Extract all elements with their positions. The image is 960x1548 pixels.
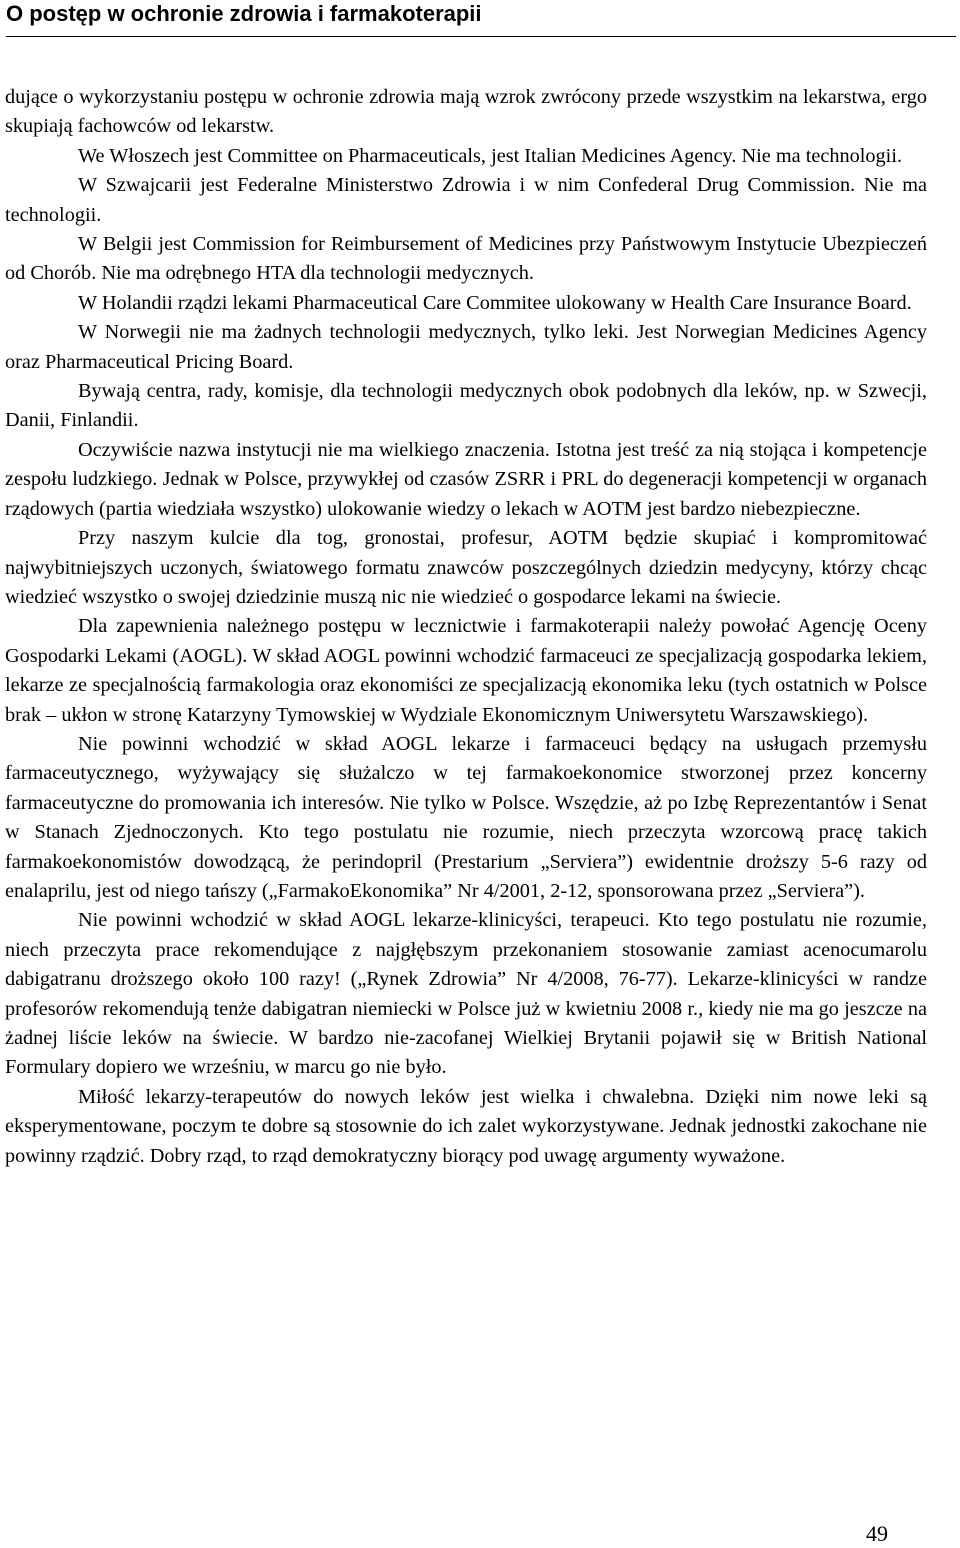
- paragraph: W Belgii jest Commission for Reimbursement of Medicines przy Państwowym Instytucie Ubezpieczeń od Chorób. Nie ma odrębnego HTA dla technologii medycznych.: [5, 233, 927, 285]
- paragraph: Nie powinni wchodzić w skład AOGL lekarze-klinicyści, terapeuci. Kto tego postulatu nie rozumie, niech przeczyta prace rekomendujące z najgłębszym przekonaniem stosowanie zamiast acenocumarolu dabigatranu droższego około 100 razy! („Rynek Zdrowia” Nr 4/2008, 76-77). Lekarze-klinicyści w randze profesorów rekomendują tenże dabigatran niemiecki w Polsce już w kwietniu 2008 r., kiedy nie ma go jeszcze na żadnej liście leków na świecie. W bardzo nie-zacofanej Wielkiej Brytanii pojawił się w British National Formulary dopiero we wrześniu, w marcu go nie było.: [5, 909, 927, 1079]
- paragraph: W Szwajcarii jest Federalne Ministerstwo Zdrowia i w nim Confederal Drug Commission. Nie ma technologii.: [5, 174, 927, 226]
- paragraph: We Włoszech jest Committee on Pharmaceuticals, jest Italian Medicines Agency. Nie ma technologii.: [78, 144, 903, 167]
- paragraph: W Holandii rządzi lekami Pharmaceutical Care Commitee ulokowany w Health Care Insurance Board.: [78, 291, 912, 314]
- paragraph: W Norwegii nie ma żadnych technologii medycznych, tylko leki. Jest Norwegian Medicines Agency oraz Pharmaceutical Pricing Board.: [5, 321, 927, 373]
- page-number: 49: [866, 1521, 888, 1546]
- paragraph: dujące o wykorzystaniu postępu w ochronie zdrowia mają wzrok zwrócony przede wszystkim na lekarstwa, ergo skupiają fachowców od lekarstw.: [5, 86, 927, 138]
- paragraph: Oczywiście nazwa instytucji nie ma wielkiego znaczenia. Istotna jest treść za nią stojąca i kompetencje zespołu ludzkiego. Jednak w Polsce, przywykłej od czasów ZSRR i PRL do degeneracji kompetencji w organach rządowych (partia wiedziała wszystko) ulokowanie wiedzy o lekach w AOTM jest bardzo niebezpieczne.: [5, 438, 927, 520]
- paragraph: Bywają centra, rady, komisje, dla technologii medycznych obok podobnych dla leków, np. w Szwecji, Danii, Finlandii.: [5, 380, 927, 432]
- page-body: [5, 83, 927, 1171]
- paragraph: Przy naszym kulcie dla tog, gronostai, profesur, AOTM będzie skupiać i kompromitować najwybitniejszych uczonych, światowego formatu znawców poszczególnych dziedzin medycyny, którzy chcąc wiedzieć wszystko o swojej dziedzinie muszą nic nie wiedzieć o gospodarce lekami na świecie.: [5, 527, 927, 608]
- paragraph: Nie powinni wchodzić w skład AOGL lekarze i farmaceuci będący na usługach przemysłu farmaceutycznego, wyżywający się służalczo w tej farmakoekonomice stworzonej przez koncerny farmaceutyczne do promowania ich interesów. Nie tylko w Polsce. Wszędzie, aż po Izbę Reprezentantów i Senat w Stanach Zjednoczonych. Kto tego postulatu nie rozumie, niech przeczyta wzorcową pracę takich farmakoekonomistów dowodzącą, że perindopril (Prestarium „Serviera”) ewidentnie droższy 5-6 razy od enalaprilu, jest od niego tańszy („FarmakoEkonomika” Nr 4/2001, 2-12, sponsorowana przez „Serviera”).: [5, 732, 927, 902]
- running-header: [6, 0, 956, 37]
- paragraph: Miłość lekarzy-terapeutów do nowych leków jest wielka i chwalebna. Dzięki nim nowe leki są eksperymentowane, poczym te dobre są stosownie do ich zalet wykorzystywane. Jednak jednostki zakochane nie powinny rządzić. Dobry rząd, to rząd demokratyczny biorący pod uwagę argumenty wyważone.: [5, 1085, 927, 1167]
- header-title: O postęp w ochronie zdrowia i farmakoterapii: [6, 1, 482, 26]
- paragraph: Dla zapewnienia należnego postępu w lecznictwie i farmakoterapii należy powołać Agencję Oceny Gospodarki Lekami (AOGL). W skład AOGL powinni wchodzić farmaceuci ze specjalizacją gospodarka lekiem, lekarze ze specjalnością farmakologia oraz ekonomiści ze specjalizacją ekonomika leku (tych ostatnich w Polsce brak – ukłon w stronę Katarzyny Tymowskiej w Wydziale Ekonomicznym Uniwersytetu Warszawskiego).: [5, 615, 927, 726]
